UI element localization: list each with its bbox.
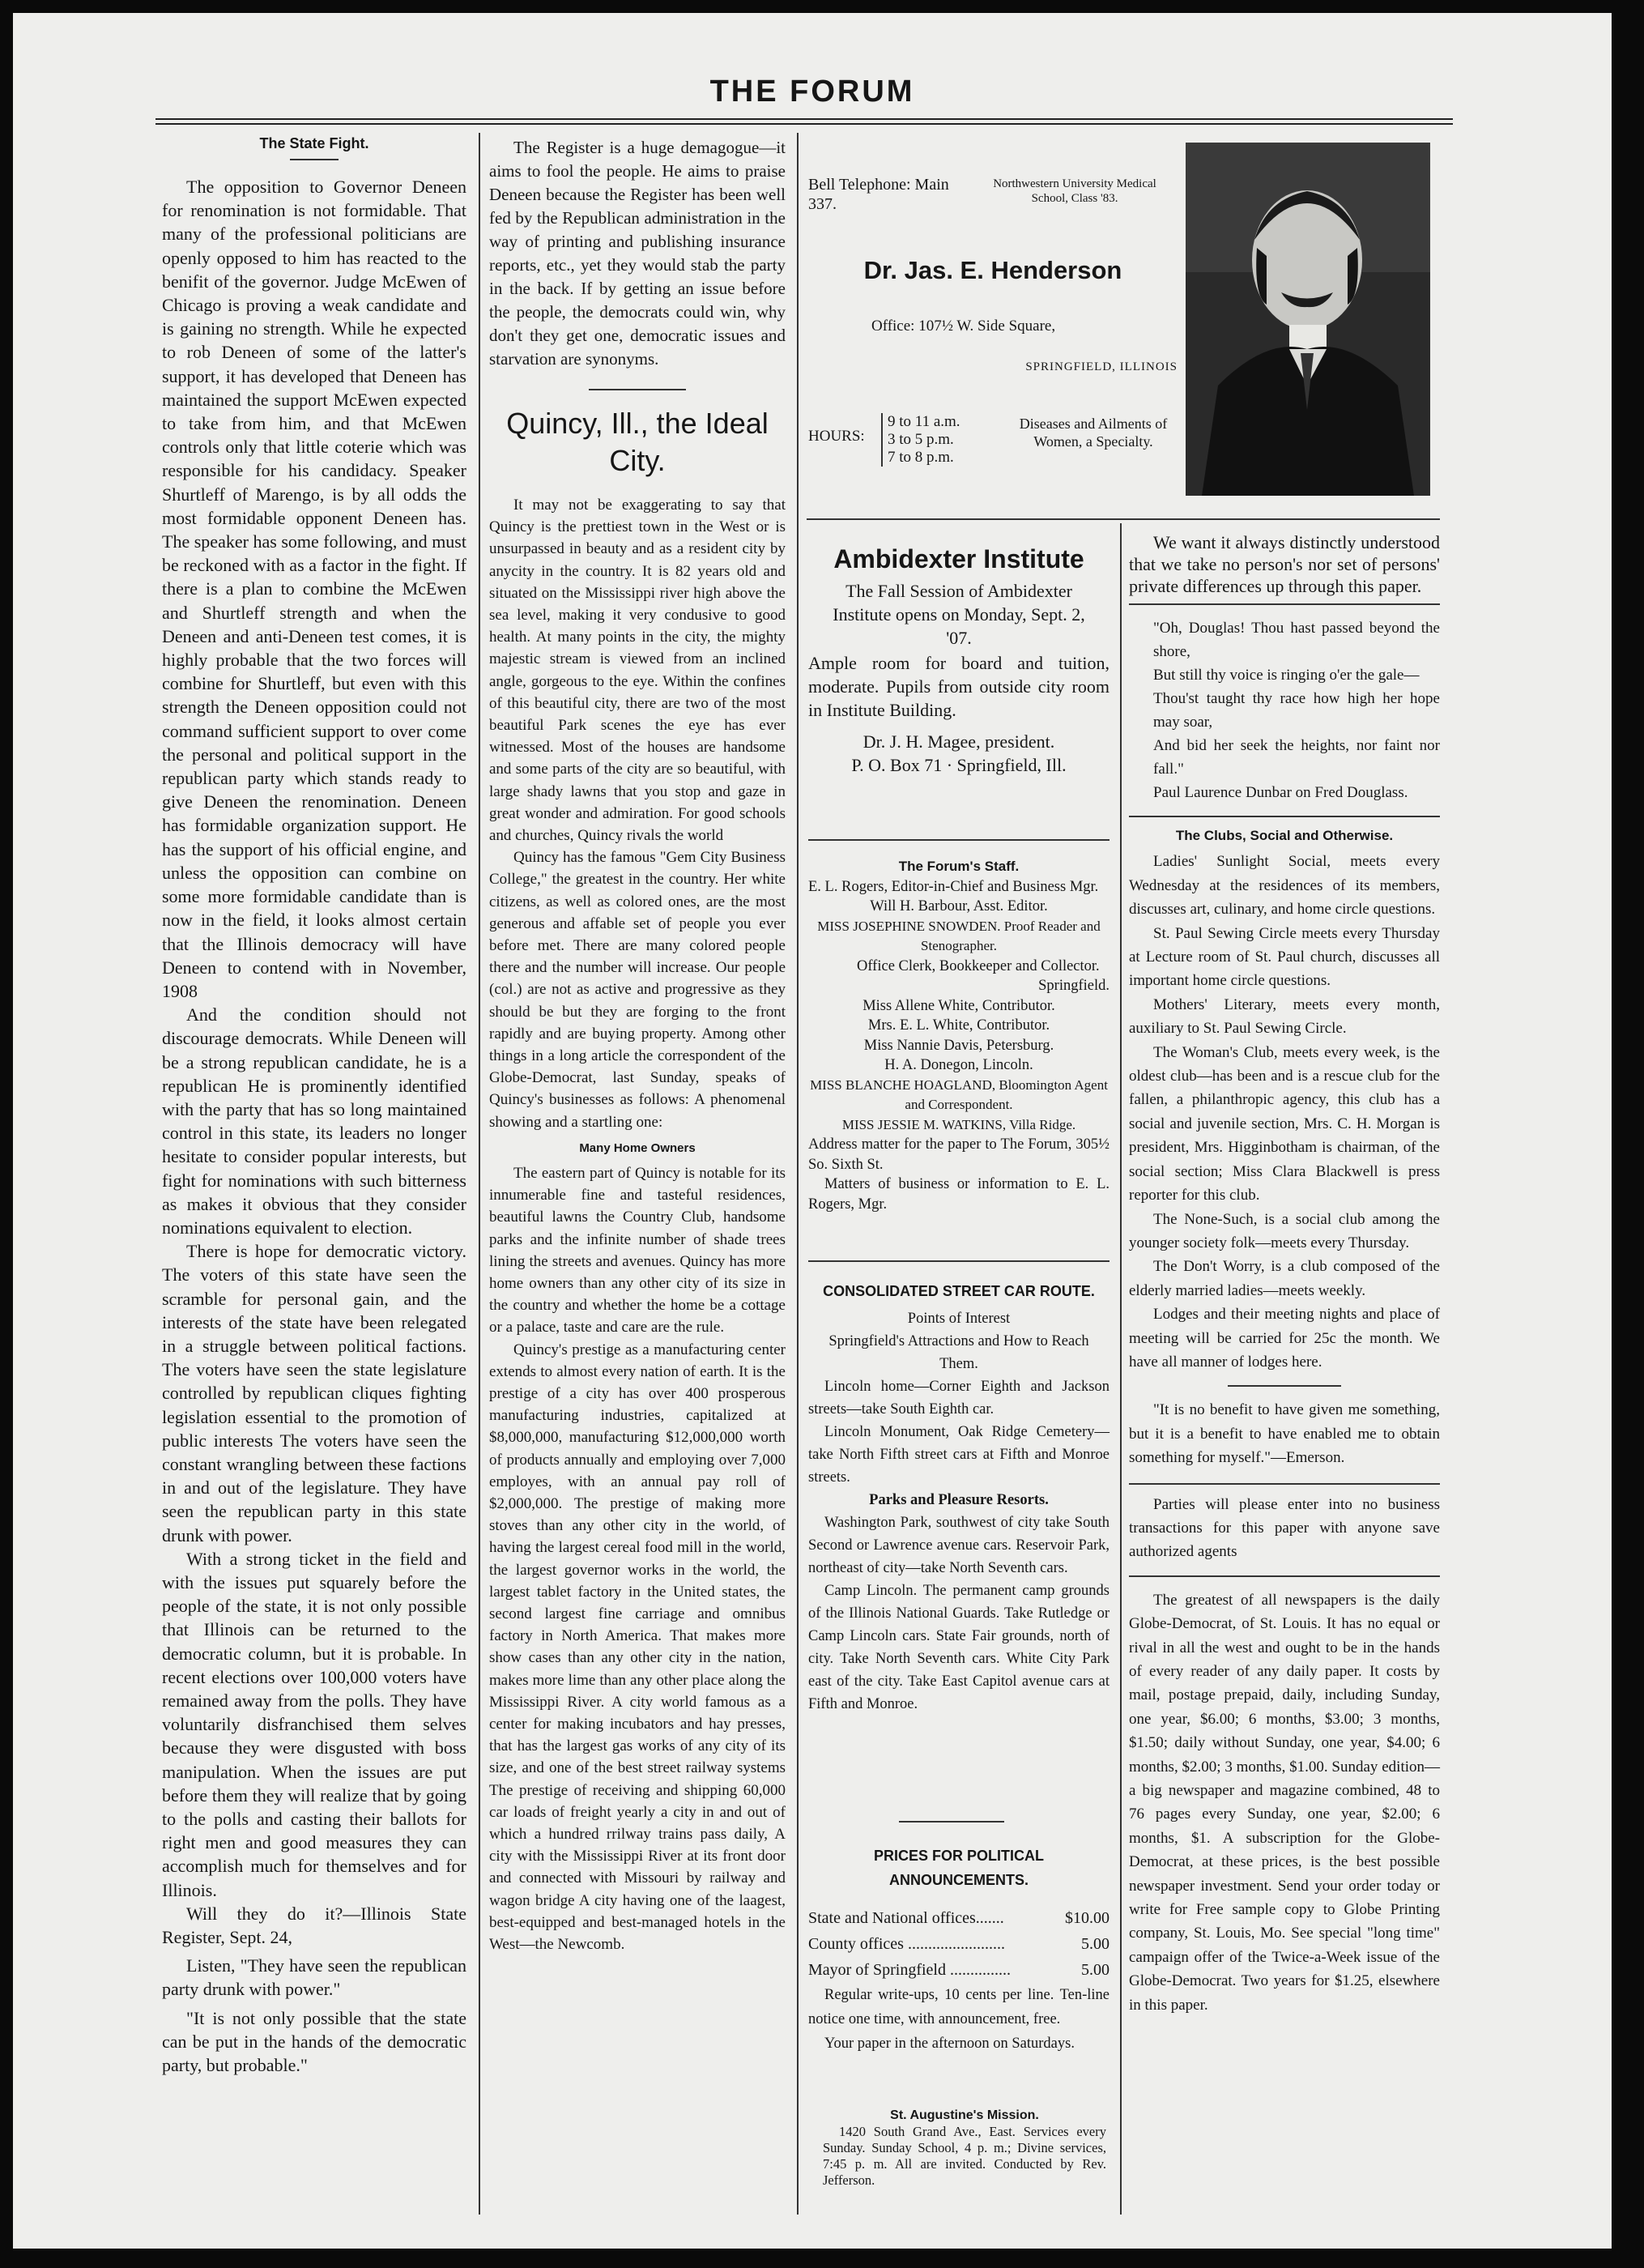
notice-paragraph: We want it always distinctly understood that we take no person's nor set of persons' private differences up through this paper. bbox=[1129, 532, 1440, 596]
article-paragraph: Listen, "They have seen the republican party drunk with power." bbox=[162, 1955, 466, 2000]
specialty-line: Diseases and Ailments of Women, a Specialty. bbox=[1019, 416, 1168, 450]
price-label: County offices ........................ bbox=[808, 1935, 1005, 1953]
poem-line: "Oh, Douglas! Thou hast passed beyond the shore, bbox=[1153, 620, 1440, 660]
article-paragraph: There is hope for democratic victory. The voters of this state have seen the scramble for personal gain, and the interests of the state have been relegated in a struggle between political factions. The voters have seen the state legislature controlled by republican cliques fighting legislation essential to the promotion of public interests The voters have seen the constant wrangling between these factions in and out of the legislature. They have seen the republican party in this state drunk with power. bbox=[162, 1241, 466, 1545]
institute-title: Ambidexter Institute bbox=[833, 544, 1084, 573]
article-paragraph: Quincy's prestige as a manufacturing center extends to almost every nation of earth. It is the prestige of a city has over 400 prosperous manufacturing industries, capitalized at $8,000,000, manufacturing $12,000,000 worth of products annually and employing over 7,000 employes, with an annual pay roll of $2,000,000. The prestige of making more stoves than any other city in the world, of having the largest cereal food mill in the world, the largest governor works in the world, the largest tablet factory in the United states, the second largest fine carriage and omnibus factory in North America. That makes more show cases than any other city in the nation, makes more lime than any other place along the Mississippi River. A city world famous as a center for making incubators and hay presses, that has the largest gas works of any city of its size, and one of the best street railway systems The prestige of receiving and shipping 60,000 car loads of freight yearly a city in and out of which a hundred rrilway trains pass daily, A city with the Mississippi River at its front door and connected with Missouri by railway and wagon bridge A city having one of the laagest, best-equipped and best-managed hotels in the West—the Newcomb. bbox=[489, 1341, 786, 1953]
staff-line: Mrs. E. L. White, Contributor. bbox=[867, 1017, 1050, 1034]
school-line: Northwestern University Medical School, Class '83. bbox=[993, 177, 1156, 205]
headline-rule bbox=[290, 159, 339, 160]
phone-line: Bell Telephone: Main 337. bbox=[808, 176, 949, 213]
institute-president: Dr. J. H. Magee, president. bbox=[862, 731, 1055, 752]
club-item: The None-Such, is a social club among the younger society folk—meets every Thursday. bbox=[1129, 1210, 1440, 1251]
masthead-rule bbox=[155, 118, 1453, 120]
newspaper-page bbox=[13, 13, 1612, 2249]
staff-line: MISS BLANCHE HOAGLAND, Bloomington Agent and Correspondent. bbox=[810, 1076, 1108, 1112]
streetcar-subtitle: Points of Interest bbox=[907, 1311, 1011, 1327]
register-paragraph: The Register is a huge demagogue—it aims to fool the people. He aims to praise Deneen because the Register has been well fed by the Republican administration in the way of printing and publishing insurance reports, etc., yet they would stab the party in the back. If by getting an issue before the people, the democrats could win, why don't they get one, democratic issues and starvation are synonyms. bbox=[489, 138, 786, 369]
column-rule-2 bbox=[797, 133, 799, 2215]
staff-line: Matters of business or information to E. L. Rogers, Mgr. bbox=[808, 1176, 1109, 1213]
parks-item: Washington Park, southwest of city take South Second or Lawrence avenue cars. Reservoir Park, northeast of city—take North Seventh cars. bbox=[808, 1515, 1109, 1576]
article-paragraph: Quincy has the famous "Gem City Business College," the greatest in the country. Her white citizens, as well as colored ones, are the most generous and affable set of people you ever before met. There are many colored people there and the number will increase. Our people (col.) are not as active and progressive as they should be but they are forging to the front rapidly and are buying property. Among other things in a long article the correspondent of the Globe-Democrat, last Sunday, speaks of Quincy's businesses as follows: A phenomenal showing and a startling one: bbox=[489, 849, 786, 1131]
price-row bbox=[808, 1957, 1109, 1983]
price-amount: 5.00 bbox=[1081, 1961, 1109, 1979]
club-item: Lodges and their meeting nights and place of meeting will be carried for 25c the month. We have all manner of lodges here. bbox=[1129, 1306, 1440, 1371]
club-item: The Woman's Club, meets every week, is the oldest club—has been and is a rescue club for the fallen, a philanthropic agency, this club has a social and juvenile section, Mrs. C. H. Morgan is president, Mrs. Higginbotham is chairman, of the social section; Miss Clara Blackwell is press reporter for this club. bbox=[1129, 1043, 1440, 1204]
masthead: THE FORUM bbox=[709, 75, 915, 109]
club-item: The Don't Worry, is a club composed of the elderly married ladies—meets weekly. bbox=[1129, 1258, 1440, 1299]
staff-line: Will H. Barbour, Asst. Editor. bbox=[870, 898, 1048, 914]
column-rule-1 bbox=[479, 133, 480, 2215]
city-line: SPRINGFIELD, ILLINOIS bbox=[1025, 360, 1178, 373]
article-paragraph: With a strong ticket in the field and with the issues put squarely before the people of the state, it is not only possible that Illinois can be returned to the democratic column, but it is probable. In recent elections over 100,000 voters have remained away from the polls. They have voluntarily disfranchised them selves because they were disgusted with boss manipulation. When the issues are put before them they will realize that by going to the polls and casting their ballots for right men and good measures they can accomplish much for themselves and for Illinois. bbox=[162, 1548, 466, 1900]
parks-title: Parks and Pleasure Resorts. bbox=[869, 1492, 1049, 1508]
price-amount: 5.00 bbox=[1081, 1935, 1109, 1953]
doctor-portrait bbox=[1186, 143, 1430, 496]
parks-item: Camp Lincoln. The permanent camp grounds of the Illinois National Guards. Take Rutledge or Camp Lincoln cars. State Fair grounds, north of city. Take North Seventh cars. White City Park east of the city. Take East Capitol avenue cars at Fifth and Monroe. bbox=[808, 1583, 1109, 1712]
emerson-quote: "It is no benefit to have given me something, but it is a benefit to have enabled me to obtain something for myself."—Emerson. bbox=[1129, 1401, 1440, 1467]
article-paragraph: Will they do it?—Illinois State Register, Sept. 24, bbox=[162, 1903, 466, 1948]
prices-rule bbox=[899, 1821, 1004, 1823]
staff-title: The Forum's Staff. bbox=[898, 859, 1020, 874]
poem-line: But still thy voice is ringing o'er the gale— bbox=[1153, 667, 1420, 684]
globe-ad: The greatest of all newspapers is the daily Globe-Democrat, of St. Louis. It has no equal or rival in all the west and ought to be in the hands of every reader of any daily paper. It costs by mail, postage prepaid, daily, including Sunday, one year, $6.00; 6 months, $3.00; 3 months, $1.50; daily without Sunday, one year, $4.00; 6 months, $2.00; 3 months, $1.00. Sunday edition—a big newspaper and magazine combined, 48 to 76 pages every Sunday, one year, $2.00; 6 months, $1. A subscription for the Globe-Democrat, at these prices, is the best possible newspaper investment. Send your order today or write for Free sample copy to Globe Printing company, St. Louis, Mo. See special "long time" campaign offer of the Twice-a-Week issue of the Globe-Democrat. Two years for $1.25, elsewhere in this paper. bbox=[1129, 1591, 1440, 2014]
institute-rule bbox=[808, 839, 1109, 841]
staff-line: Miss Allene White, Contributor. bbox=[862, 997, 1055, 1014]
staff-line: Office Clerk, Bookkeeper and Collector. bbox=[857, 957, 1100, 974]
price-label: State and National offices....... bbox=[808, 1909, 1004, 1927]
article-paragraph: It may not be exaggerating to say that Quincy is the prettiest town in the West or is unsurpassed in beauty and as a resident city by anycity in the country. It is 82 years old and situated on the Mississippi river high above the sea level, making it very condusive to good health. At many points in the city, the mighty majestic stream is viewed from an inclined angle, gorgeous to the eye. Within the confines of this beautiful city, there are two of the most beautiful Park scenes the eye has ever witnessed. Most of the houses are handsome and some parts of the city are so beautiful, with large shady lawns that you stop and gaze in great wonder and admiration. For good schools and churches, Quincy rivals the world bbox=[489, 497, 786, 845]
prices-note: Your paper in the afternoon on Saturdays. bbox=[824, 2036, 1075, 2052]
streetcar-item: Lincoln Monument, Oak Ridge Cemetery—take North Fifth street cars at Fifth and Monroe streets. bbox=[808, 1424, 1109, 1486]
parties-rule bbox=[1129, 1483, 1440, 1485]
staff-line: E. L. Rogers, Editor-in-Chief and Business Mgr. bbox=[808, 878, 1099, 895]
price-label: Mayor of Springfield ............... bbox=[808, 1961, 1011, 1979]
club-item: Mothers' Literary, meets every month, auxiliary to St. Paul Sewing Circle. bbox=[1129, 995, 1440, 1038]
staff-line: H. A. Donegon, Lincoln. bbox=[884, 1057, 1033, 1073]
column-clubs bbox=[1129, 531, 1440, 2017]
article-paragraph: And the condition should not discourage democrats. While Deneen will be a strong republican candidate, he is a republican He is prominently identified with the party that has so long maintained control in this state, its leaders no longer hesitate to consider popular interests, but fight for nominations with such bitterness as makes it obvious that they consider nominations equivalent to election. bbox=[162, 1004, 466, 1238]
staff-box bbox=[808, 857, 1109, 1214]
portrait-photo bbox=[1186, 143, 1430, 496]
notice-rule bbox=[1129, 603, 1440, 605]
staff-line: Miss Nannie Davis, Petersburg. bbox=[863, 1037, 1054, 1054]
clubs-rule bbox=[1129, 816, 1440, 817]
mission-title: St. Augustine's Mission. bbox=[890, 2108, 1039, 2122]
clubs-title: The Clubs, Social and Otherwise. bbox=[1175, 828, 1394, 844]
streetcar-item: Lincoln home—Corner Eighth and Jackson streets—take South Eighth car. bbox=[808, 1379, 1109, 1418]
streetcar-intro: Springfield's Attractions and How to Reach Them. bbox=[828, 1333, 1089, 1372]
hours-list bbox=[881, 413, 1009, 467]
poem-credit: Paul Laurence Dunbar on Fred Douglass. bbox=[1153, 784, 1408, 801]
club-item: St. Paul Sewing Circle meets every Thursday at Lecture room of St. Paul church, discusses all important home circle questions. bbox=[1129, 924, 1440, 990]
institute-session: The Fall Session of Ambidexter Institute opens on Monday, Sept. 2, '07. bbox=[833, 581, 1085, 648]
parties-notice: Parties will please enter into no business transactions for this paper with anyone save authorized agents bbox=[1129, 1495, 1440, 1561]
quincy-headline: Quincy, Ill., the Ideal City. bbox=[506, 407, 769, 477]
staff-line: MISS JESSIE M. WATKINS, Villa Ridge. bbox=[841, 1116, 1076, 1132]
staff-line: Address matter for the paper to The Forum, 305½ So. Sixth St. bbox=[808, 1136, 1109, 1173]
streetcar-title: CONSOLIDATED STREET CAR ROUTE. bbox=[823, 1283, 1095, 1299]
institute-details: Ample room for board and tuition, moderate. Pupils from outside city room in Institute Building. bbox=[808, 653, 1109, 720]
poem-line: Thou'st taught thy race how high her hope may soar, bbox=[1153, 690, 1440, 731]
staff-line: Springfield. bbox=[1038, 978, 1109, 994]
club-item: Ladies' Sunlight Social, meets every Wednesday at the residences of its members, discusses art, culinary, and home circle questions. bbox=[1129, 853, 1440, 919]
article-paragraph: "It is not only possible that the state can be put in the hands of the democratic party, but probable." bbox=[162, 2007, 466, 2076]
prices-box bbox=[808, 1844, 1109, 2056]
column-state-fight bbox=[162, 128, 466, 2077]
staff-rule bbox=[808, 1260, 1109, 1262]
poem-line: And bid her seek the heights, nor faint nor fall." bbox=[1153, 737, 1440, 778]
office-line: Office: 107½ W. Side Square, bbox=[871, 318, 1056, 335]
hours-item: 3 to 5 p.m. bbox=[888, 431, 954, 448]
douglas-poem bbox=[1129, 616, 1440, 781]
prices-table bbox=[808, 1905, 1109, 1983]
prices-note: Regular write-ups, 10 cents per line. Ten-line notice one time, with announcement, free. bbox=[808, 1987, 1109, 2027]
globe-rule bbox=[1129, 1575, 1440, 1577]
article-paragraph: The opposition to Governor Deneen for renomination is not formidable. That many of the professional politicians are openly opposed to him has reacted to the benifit of the governor. Judge McEwen of Chicago is proving a weak candidate and is gaining no strength. While he expected to rob Deneen of some of the latter's support, it has developed that Deneen has maintained the support McEwen expected to take from him, and that McEwen controls only that little coterie which was responsible for his candidacy. Speaker Shurtleff of Marengo, is by all odds the most formidable opponent Deneen has. The speaker has some following, and must be reckoned with as a factor in the fight. If there is a plan to combine the McEwen and Shurtleff strength and when the Deneen and anti-Deneen test comes, it is highly probable that the two forces will combine for Shurtleff, but even with this strength the Deneen opposition could not command sufficient support to over come the personal and political support in the republican party which stands ready to give Deneen the renomination. Deneen has formidable organization support. He has the support of his official engine, and unless the opposition can combine on some more formidable candidate than is now in the field, it looks almost certain that the Illinois democracy will have Deneen to contend with in November, 1908 bbox=[162, 177, 466, 1001]
mission-text: 1420 South Grand Ave., East. Services every Sunday. Sunday School, 4 p. m.; Divine services, 7:45 p. m. All are invited. Conducted by Rev. Jefferson. bbox=[823, 2124, 1106, 2188]
ad-bottom-rule bbox=[807, 518, 1440, 520]
state-fight-headline: The State Fight. bbox=[259, 135, 369, 151]
prices-title: PRICES FOR POLITICAL ANNOUNCEMENTS. bbox=[873, 1848, 1044, 1888]
hours-label: HOURS: bbox=[808, 428, 865, 445]
section-rule bbox=[589, 389, 686, 390]
masthead-rule-2 bbox=[155, 123, 1453, 125]
column-rule-3 bbox=[1120, 523, 1122, 2215]
mission-box bbox=[823, 2108, 1106, 2189]
article-paragraph: The eastern part of Quincy is notable for its innumerable fine and tasteful residences, beautiful lawns the Country Club, handsome parks and the infinite number of shade trees lining the streets and avenues. Quincy has more home owners than any other city of its size in the country and whether the home be a cottage or a palace, taste and care are the rule. bbox=[489, 1164, 786, 1336]
streetcar-box bbox=[808, 1278, 1109, 1716]
price-amount: $10.00 bbox=[1065, 1909, 1109, 1927]
home-owners-subhead: Many Home Owners bbox=[579, 1140, 696, 1155]
staff-line: MISS JOSEPHINE SNOWDEN. Proof Reader and Stenographer. bbox=[817, 918, 1101, 953]
institute-address: P. O. Box 71 · Springfield, Ill. bbox=[851, 755, 1067, 775]
hours-item: 9 to 11 a.m. bbox=[888, 413, 960, 430]
doctor-name: Dr. Jas. E. Henderson bbox=[863, 256, 1122, 284]
price-row bbox=[808, 1905, 1109, 1931]
price-row bbox=[808, 1931, 1109, 1957]
column-quincy bbox=[489, 136, 786, 1955]
emerson-rule bbox=[1228, 1385, 1341, 1387]
institute-ad bbox=[808, 544, 1109, 777]
hours-item: 7 to 8 p.m. bbox=[888, 449, 954, 466]
